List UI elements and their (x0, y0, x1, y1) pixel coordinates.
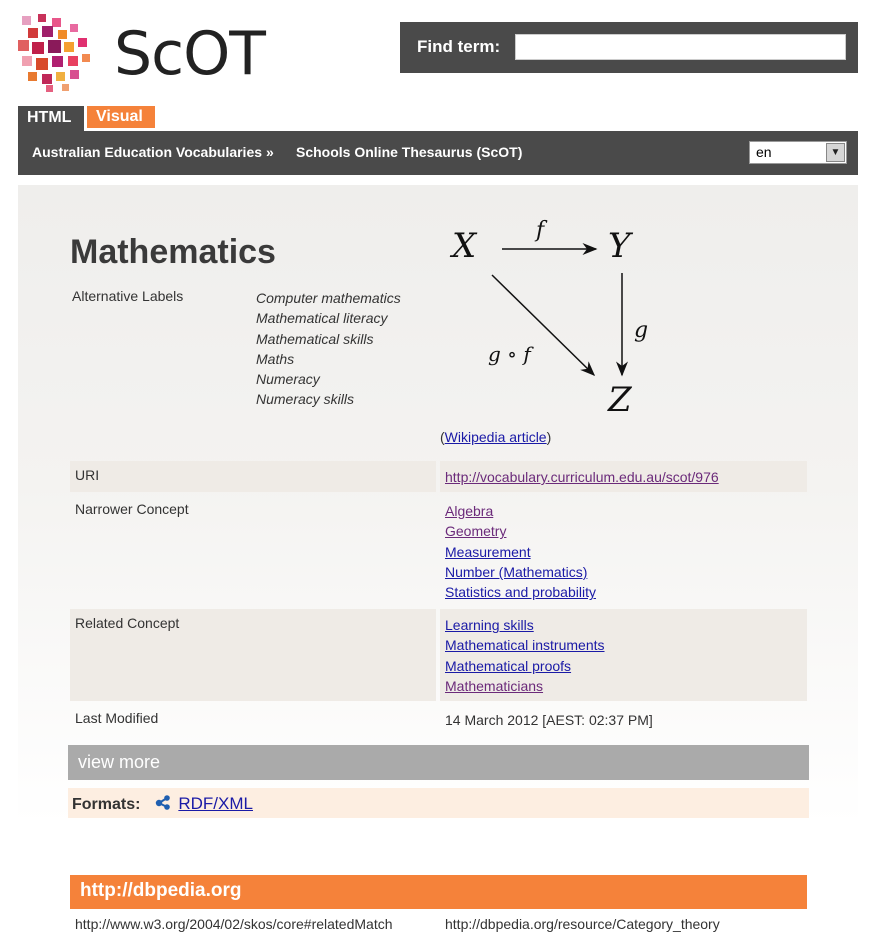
breadcrumb-item-australian-education-vocabularies[interactable]: Australian Education Vocabularies (32, 144, 263, 160)
search-box (400, 22, 858, 73)
dbpedia-section-header: http://dbpedia.org (70, 875, 807, 909)
view-more-button[interactable]: view more (68, 745, 809, 780)
uri-link[interactable]: http://vocabulary.curriculum.edu.au/scot/976 (445, 469, 719, 485)
related-key: Related Concept (70, 609, 436, 701)
search-input[interactable] (515, 34, 846, 60)
narrower-link[interactable]: Geometry (445, 523, 507, 540)
dbpedia-row-value[interactable]: http://dbpedia.org/resource/Category_theory (445, 916, 720, 932)
related-link[interactable]: Learning skills (445, 617, 534, 633)
alt-labels-list (256, 288, 401, 410)
narrower-link[interactable]: Number (Mathematics) (445, 563, 588, 580)
language-select[interactable] (749, 141, 847, 164)
related-link[interactable]: Mathematical proofs (445, 657, 572, 674)
uri-row (70, 461, 807, 492)
narrower-row (70, 495, 807, 607)
wikipedia-article-link[interactable]: Wikipedia article (444, 429, 547, 445)
breadcrumb-separator: » (266, 144, 274, 160)
alt-label: Mathematical skills (256, 330, 374, 347)
page-title: Mathematics (70, 233, 276, 271)
narrower-link[interactable]: Measurement (445, 543, 531, 560)
modified-key: Last Modified (75, 710, 159, 726)
formats-label: Formats: (72, 796, 141, 813)
logo-mosaic-icon (16, 14, 96, 92)
modified-row (70, 704, 807, 734)
alt-label: Computer mathematics (256, 290, 401, 306)
diagram-label-gof: g ∘ f (488, 342, 531, 366)
breadcrumb-item-scot[interactable]: Schools Online Thesaurus (ScOT) (296, 144, 523, 160)
narrower-link[interactable]: Statistics and probability (445, 584, 596, 601)
narrower-key: Narrower Concept (75, 501, 189, 517)
tab-visual[interactable]: Visual (87, 106, 155, 128)
diagram-label-g: g (634, 318, 649, 343)
uri-value (440, 461, 807, 492)
related-row (70, 609, 807, 701)
diagram-label-f: f (536, 218, 545, 243)
related-link[interactable]: Mathematicians (445, 677, 544, 694)
chevron-down-icon[interactable]: ▼ (826, 143, 845, 162)
breadcrumb (18, 131, 858, 175)
search-label: Find term: (417, 37, 501, 56)
header (0, 0, 877, 100)
dbpedia-row-key: http://www.w3.org/2004/02/skos/core#relatedMatch (75, 916, 393, 932)
alt-label: Numeracy (256, 371, 320, 388)
paren-close: ) (546, 429, 552, 445)
tab-html[interactable]: HTML (18, 106, 84, 131)
paren-open: ( (440, 429, 445, 445)
rdf-xml-link[interactable]: RDF/XML (178, 794, 253, 813)
formats-bar (68, 788, 809, 818)
main-content (18, 185, 858, 945)
scot-logo[interactable] (16, 14, 278, 92)
diagram-node-y: Y (608, 226, 631, 266)
alt-label: Numeracy skills (256, 391, 355, 408)
logo-text: ScOT (114, 19, 265, 89)
modified-value: 14 March 2012 [AEST: 02:37 PM] (445, 712, 653, 728)
alt-label: Mathematical literacy (256, 310, 388, 327)
diagram-node-x: X (452, 226, 477, 266)
rdf-icon (155, 795, 172, 815)
language-select-value: en (756, 144, 772, 160)
diagram-node-z: Z (608, 380, 632, 420)
commutative-diagram (438, 215, 678, 425)
related-values (440, 609, 807, 701)
narrower-values (440, 495, 807, 607)
uri-key: URI (70, 461, 436, 492)
alt-label: Maths (256, 350, 295, 367)
wikipedia-reference (440, 429, 551, 445)
related-link[interactable]: Mathematical instruments (445, 637, 605, 654)
narrower-link[interactable]: Algebra (445, 503, 494, 519)
alt-labels-key: Alternative Labels (72, 288, 184, 304)
